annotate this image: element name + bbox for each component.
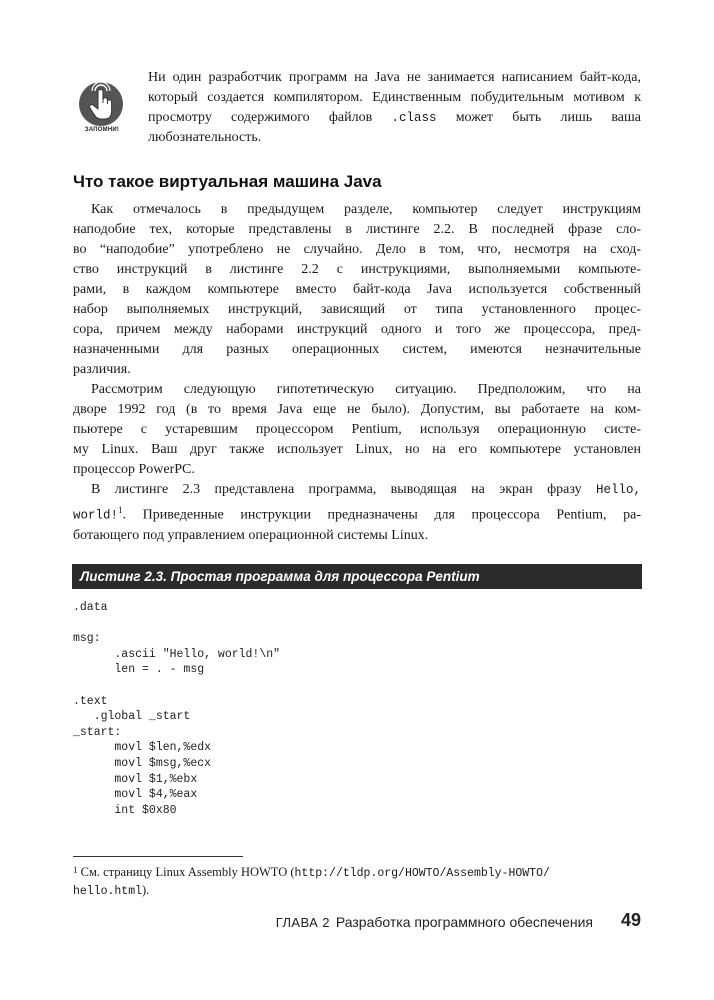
text-line: назначенными для разных операционных систем, имеются незначительные [73, 342, 641, 357]
body-text [73, 200, 641, 546]
text-line: му Linux. Ваш друг также использует Linux, но на его компьютере установлен [73, 442, 641, 457]
text-line: Рассмотрим следующую гипотетическую ситуацию. Предположим, что на [91, 382, 641, 397]
text-line: рами, в каждом компьютере вместо байт-кода Java используется собственный [73, 282, 641, 297]
footnote-url[interactable]: http://tldp.org/HOWTO/Assembly-HOWTO/ [294, 867, 550, 880]
text-line: наподобие тех, которые представлены в листинге 2.2. В последней фразе сло- [73, 222, 641, 237]
footnote-ref[interactable]: 1 [118, 505, 123, 515]
running-footer [73, 910, 641, 936]
text-line: В листинге 2.3 представлена программа, выводящая на экран фразу Hello, [91, 482, 641, 497]
section-heading: Что такое виртуальная машина Java [73, 172, 382, 191]
inline-code: world! [73, 508, 119, 523]
chapter-info [276, 914, 593, 930]
text-line: дворе 1992 год (в то время Java еще не было). Допустим, вы работаете на ком- [73, 402, 641, 417]
text-line: ботающего под управлением операционной системы Linux. [73, 527, 429, 543]
page-number: 49 [620, 910, 641, 930]
text-line: различия. [73, 362, 131, 377]
chapter-label: ГЛАВА 2 [275, 915, 330, 930]
footnote: $^1$ См. страницу Linux Assembly HOWTO (http://tldp.org/HOWTO/Assembly-HOWTO/ hello.html). [73, 865, 550, 898]
chapter-title: Разработка программного обеспечения [335, 914, 593, 930]
text-line: процессор PowerPC. [73, 462, 195, 477]
paragraph-2 [73, 380, 641, 480]
paragraph-3 [73, 480, 641, 546]
remember-caption: ЗАПОМНИ! [84, 127, 120, 133]
text-line: world!$^1$. Приведенные инструкции предназначены для процессора Pentium, ра- [73, 505, 641, 523]
footnote-number: 1 [73, 865, 78, 875]
text-line: сора, причем между наборами инструкций одного и того же процессора, пред- [73, 322, 641, 337]
text-line: Как отмечалось в предыдущем разделе, компьютер следует инструкциям [91, 202, 641, 217]
text-line: ство инструкций в листинге 2.2 с инструкциями, выполняемыми компьюте- [73, 262, 641, 277]
footnote-divider [73, 856, 243, 857]
text-line: пьютере с устаревшим процессором Pentium, используя операционную систе- [73, 422, 641, 437]
paragraph-1 [73, 200, 641, 380]
code-listing: .data msg: .ascii "Hello, world!\n" len = . - msg .text .global _start _start: movl $len,%edx movl $msg,%ecx movl $1,%ebx movl $4,%eax int $0x80 [73, 601, 281, 817]
listing-title: Листинг 2.3. Простая программа для процессора Pentium [72, 564, 642, 589]
finger-tap-icon [73, 76, 129, 132]
remember-note-text: Ни один разработчик программ на Java не занимается написанием байт-кода, который создается компилятором. Единственным побудительным мотивом к просмотру содержимого файлов .class может быть лишь ваша любознательность. [148, 70, 642, 145]
text-line: набор выполняемых инструкций, зависящий от типа установленного процес- [73, 302, 641, 317]
inline-code: Hello, [595, 483, 641, 497]
book-page [73, 0, 641, 1000]
text-line: во “наподобие” употреблено не случайно. Дело в том, что, несмотря на сход- [73, 242, 641, 257]
footnote-url-cont[interactable]: hello.html [73, 885, 143, 898]
remember-note [73, 68, 641, 150]
